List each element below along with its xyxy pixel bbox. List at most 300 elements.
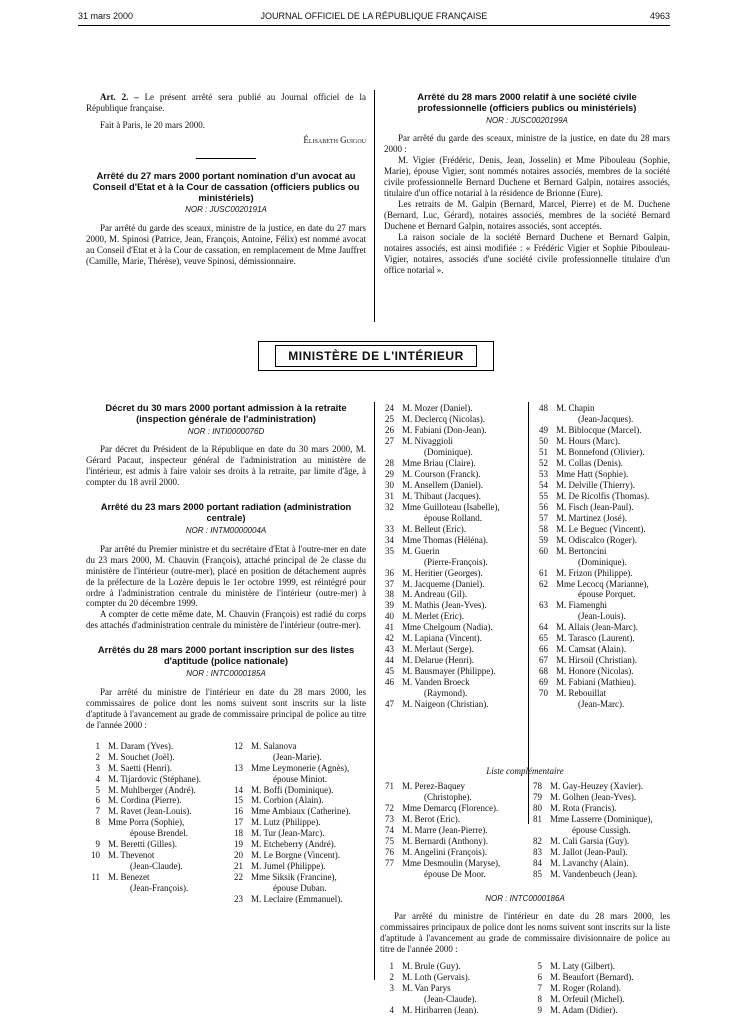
item-name: Mme Chelgoum (Nadia). — [402, 622, 493, 633]
item-name: M. Beaufort (Bernard). — [550, 972, 634, 983]
item-name: M. Thibaut (Jacques). — [402, 490, 481, 501]
list-item — [380, 858, 522, 880]
list-item — [86, 872, 223, 894]
item-name: M. Marre (Jean-Pierre). — [402, 824, 488, 835]
item-number: 50 — [539, 435, 548, 446]
item-number: 82 — [533, 835, 542, 846]
item-number: 67 — [539, 655, 548, 666]
item-name: M. Andreau (Gil). — [402, 589, 467, 600]
item-number: 37 — [385, 578, 394, 589]
list-item — [534, 447, 670, 458]
list-item — [528, 869, 670, 880]
list-item — [528, 847, 670, 858]
list-item — [534, 458, 670, 469]
done-at: Fait à Paris, le 20 mars 2000. — [100, 119, 205, 130]
list-item — [229, 839, 366, 850]
item-name: M. Salanova — [251, 740, 297, 751]
list-item — [528, 781, 670, 792]
item-number: 2 — [389, 972, 394, 983]
item-name: Mme Hatt (Sophie). — [556, 468, 629, 479]
list-item — [534, 469, 670, 480]
paragraph: M. Vigier (Frédéric, Denis, Jean, Josselin) et Mme Pibouleau (Sophie, Marie), épouse Vigier, sont nommés notaires associés, membres de la société civile professionnelle Bernard Duchene et Bernard Galpin, notaires associés, titulaire d'un office notarial à la résidence de Brionne (Eure). — [384, 155, 670, 199]
list-item — [528, 792, 670, 803]
item-name: Mme Lecocq (Marianne), — [556, 578, 649, 589]
header-rule — [78, 25, 670, 26]
item-name: M. Rota (Francis). — [550, 802, 617, 813]
item-name: M. Berot (Eric). — [402, 813, 460, 824]
item-number: 47 — [385, 699, 394, 710]
item-name: Mme Leymonerie (Agnès), — [251, 762, 350, 773]
item-number: 85 — [533, 868, 542, 879]
item-number: 59 — [539, 534, 548, 545]
page-header — [78, 11, 670, 23]
item-number: 33 — [385, 523, 394, 534]
list-item — [528, 994, 670, 1005]
bottom-left-column — [86, 403, 366, 905]
name-list — [528, 961, 670, 1016]
item-name: M. Bausmayer (Philippe). — [402, 666, 496, 677]
item-name: M. Allais (Jean-Marc). — [556, 622, 638, 633]
list-item — [534, 513, 670, 524]
item-name: Mme Thomas (Héléna). — [402, 534, 489, 545]
list-item — [380, 425, 526, 436]
item-number: 14 — [234, 784, 243, 795]
item-number: 55 — [539, 490, 548, 501]
item-name: M. Fabiani (Mathieu). — [556, 677, 636, 688]
list-item — [380, 655, 526, 666]
item-name: M. Corbion (Alain). — [251, 795, 324, 806]
ministry-heading-box — [258, 341, 494, 371]
bottom-middle-column — [380, 403, 526, 710]
item-number: 39 — [385, 600, 394, 611]
item-number: 53 — [539, 468, 548, 479]
item-name: M. Brule (Guy). — [402, 961, 461, 972]
list-item — [534, 491, 670, 502]
item-name: M. Camsat (Alain). — [556, 644, 626, 655]
item-name: M. Loth (Gervais). — [402, 972, 470, 983]
list-item — [380, 666, 526, 677]
list-item — [534, 655, 670, 666]
item-number: 38 — [385, 589, 394, 600]
item-name: M. Hours (Marc). — [556, 435, 620, 446]
list-item — [380, 847, 522, 858]
list-item — [534, 666, 670, 677]
list-item — [229, 741, 366, 763]
list-item — [528, 961, 670, 972]
item-number: 63 — [539, 600, 548, 611]
list-item — [380, 611, 526, 622]
item-name: M. Mozer (Daniel). — [402, 403, 473, 413]
list-item — [380, 458, 526, 469]
list-item — [528, 983, 670, 994]
item-name: M. Souchet (Joël). — [108, 751, 175, 762]
item-number: 4 — [95, 773, 100, 784]
item-name: M. Laty (Gilbert). — [550, 961, 615, 972]
list-item — [86, 774, 223, 785]
paragraph: Par arrêté du ministre de l'intérieur en date du 28 mars 2000, les commissaires principaux de police dont les noms suivent sont inscrits sur la liste d'aptitude à l'avancement au grade de commissaire divisionnaire de police au titre de l'année 2000 : — [380, 911, 670, 955]
list-item — [380, 403, 526, 414]
article-2: Art. 2. – Le présent arrêté sera publié au Journal officiel de la République française. — [86, 92, 366, 113]
list-item — [528, 1005, 670, 1016]
item-name: M. Cordina (Pierre). — [108, 795, 182, 806]
item-continuation: épouse Miniot. — [273, 773, 327, 784]
item-name: M. Adam (Didier). — [550, 1005, 618, 1016]
list-item — [229, 763, 366, 785]
name-list — [380, 961, 522, 1016]
list-item — [380, 825, 522, 836]
item-number: 20 — [234, 850, 243, 861]
list-item — [534, 568, 670, 579]
list-item — [86, 839, 223, 850]
item-number: 22 — [234, 872, 243, 883]
list-item — [534, 688, 670, 710]
item-number: 62 — [539, 578, 548, 589]
item-name: Mme Siksik (Francine), — [251, 872, 337, 883]
item-number: 51 — [539, 446, 548, 457]
item-number: 70 — [539, 688, 548, 699]
list-item — [229, 828, 366, 839]
list-item — [380, 579, 526, 590]
item-name: M. Bernardi (Anthony). — [402, 835, 488, 846]
section-title: Arrêté du 23 mars 2000 portant radiation (administration centrale) — [100, 501, 352, 524]
item-name: Mme Demarcq (Florence). — [402, 802, 499, 813]
name-list — [534, 403, 670, 710]
paragraph: Par arrêté du garde des sceaux, ministre de la justice, en date du 28 mars 2000 : — [384, 133, 670, 155]
item-number: 10 — [91, 850, 100, 861]
item-name: M. Lavanchy (Alain). — [550, 857, 629, 868]
column-divider — [374, 90, 375, 322]
item-name: M. Hirsoil (Christian). — [556, 655, 637, 666]
list-item — [229, 806, 366, 817]
section-title: Arrêté du 28 mars 2000 relatif à une société civile professionnelle (officiers publics ou ministériels) — [417, 91, 637, 113]
list-item — [229, 861, 366, 872]
top-left-column — [86, 92, 366, 267]
item-name: M. Cali Garsia (Guy). — [550, 835, 630, 846]
item-number: 3 — [389, 983, 394, 994]
nor-reference: NOR : INTC0000185A — [186, 669, 266, 678]
nor-reference: NOR : JUSC0020199A — [486, 115, 568, 125]
list-item — [380, 469, 526, 480]
item-number: 16 — [234, 806, 243, 817]
item-name: Mme Briau (Claire). — [402, 457, 476, 468]
item-number: 48 — [539, 403, 548, 413]
list-item — [380, 535, 526, 546]
item-continuation: (Pierre-François). — [424, 556, 488, 567]
item-name: Mme Lasserre (Dominique), — [550, 813, 653, 824]
paragraph: Par arrêté du Premier ministre et du secrétaire d'Etat à l'outre-mer en date du 23 mars 2000, M. Chauvin (François), attaché principal de 2e classe du ministère de l'intérieur (outre-mer), placé en position de détachement auprès de la préfecture de la Lozère depuis le 1er octobre 1999, est réintégré pour ordre à l'administration centrale du ministère de l'intérieur (outre-mer) à compter du 20 décembre 1999. — [86, 543, 366, 609]
item-name: M. Vandenbeuch (Jean). — [550, 868, 638, 879]
name-list — [86, 741, 223, 895]
list-item — [534, 403, 670, 425]
item-name: M. Boffi (Dominique). — [251, 784, 334, 795]
list-item — [534, 677, 670, 688]
list-item — [380, 803, 522, 814]
list-item — [86, 806, 223, 817]
list-item — [534, 480, 670, 491]
item-name: M. Fisch (Jean-Paul). — [556, 501, 634, 512]
item-number: 44 — [385, 655, 394, 666]
item-number: 54 — [539, 479, 548, 490]
list-item — [380, 644, 526, 655]
item-number: 29 — [385, 468, 394, 479]
item-name: M. Rebouillat — [556, 688, 606, 699]
item-name: M. Lutz (Philippe). — [251, 817, 321, 828]
item-name: M. Thevenot — [108, 850, 155, 861]
item-number: 28 — [385, 457, 394, 468]
item-name: Mme Porra (Sophie), — [108, 817, 185, 828]
item-number: 41 — [385, 622, 394, 633]
paragraph: Les retraits de M. Galpin (Bernard, Marcel, Pierre) et de M. Duchene (Bernard, Luc, Gérard), notaires associés, membres de la société Bernard Duchene et Bernard Galpin, notaires associés, sont acceptés. — [384, 199, 670, 232]
item-name: M. Vanden Broeck — [402, 677, 470, 688]
header-date: 31 mars 2000 — [78, 11, 134, 21]
item-number: 13 — [234, 762, 243, 773]
item-name: M. Golhen (Jean-Yves). — [550, 791, 637, 802]
item-name: M. De Ricolfis (Thomas). — [556, 490, 650, 501]
list-item — [380, 589, 526, 600]
item-number: 69 — [539, 677, 548, 688]
list-item — [86, 741, 223, 752]
item-number: 79 — [533, 791, 542, 802]
item-name: M. Collas (Denis). — [556, 457, 623, 468]
item-name: M. Saetti (Henri). — [108, 762, 172, 773]
item-number: 52 — [539, 457, 548, 468]
subheading: Liste complémentaire — [486, 766, 564, 776]
item-name: M. Angelini (François). — [402, 846, 487, 857]
nor-reference: NOR : INTM0000004A — [185, 525, 267, 535]
list-item — [380, 633, 526, 644]
list-item — [380, 677, 526, 699]
item-number: 32 — [385, 501, 394, 512]
item-number: 40 — [385, 611, 394, 622]
item-number: 71 — [385, 780, 394, 791]
list-item — [380, 414, 526, 425]
item-name: M. Odiscalco (Roger). — [556, 534, 637, 545]
list-item — [534, 644, 670, 655]
item-name: M. Biblocque (Marcel). — [556, 424, 642, 435]
item-name: M. Mathis (Jean-Yves). — [402, 600, 487, 611]
item-number: 30 — [385, 479, 394, 490]
header-journal: JOURNAL OFFICIEL DE LA RÉPUBLIQUE FRANÇAISE — [260, 11, 488, 21]
item-name: M. Muhlberger (André). — [108, 784, 196, 795]
paragraph: Par arrêté du ministre de l'intérieur en date du 28 mars 2000, les commissaires de police dont les noms suivent sont inscrits sur la liste d'aptitude à l'avancement au grade de commissaire principal de police au titre de l'année 2000 : — [86, 686, 366, 730]
item-name: M. Gay-Heuzey (Xavier). — [550, 780, 643, 791]
item-name: M. Heritier (Georges). — [402, 567, 483, 578]
list-item — [380, 781, 522, 803]
item-name: Mme Desmoulin (Maryse), — [402, 857, 501, 868]
list-item — [528, 836, 670, 847]
list-item — [86, 817, 223, 839]
item-number: 61 — [539, 567, 548, 578]
item-name: M. Courson (Franck). — [402, 468, 481, 479]
list-item — [380, 436, 526, 458]
item-number: 46 — [385, 677, 394, 688]
section-title: Décret du 30 mars 2000 portant admission à la retraite (inspection générale de l'administration) — [105, 402, 347, 424]
item-number: 2 — [95, 751, 100, 762]
item-name: M. Etcheberry (André). — [251, 839, 336, 850]
list-item — [534, 546, 670, 568]
item-name: M. Van Parys — [402, 983, 451, 994]
nor-reference: NOR : INTI0000076D — [187, 426, 265, 436]
item-number: 17 — [234, 817, 243, 828]
item-continuation: épouse Duban. — [273, 883, 327, 894]
list-item — [534, 600, 670, 622]
item-name: M. Chapin — [556, 403, 595, 413]
item-name: M. Beretti (Gilles). — [108, 839, 177, 850]
item-continuation: (Jean-Claude). — [130, 861, 183, 872]
item-number: 73 — [385, 813, 394, 824]
paragraph: La raison sociale de la société Bernard Duchene et Bernard Galpin, notaires associés, est ainsi modifiée : « Frédéric Vigier et Sophie Pibouleau-Vigier, notaires, associés d'une société civile professionnelle titulaire d'un office notarial ». — [384, 232, 670, 275]
item-continuation: (Jean-Marie). — [273, 751, 322, 762]
nor-reference: NOR : INTC0000186A — [485, 893, 565, 903]
list-item — [380, 1005, 522, 1016]
list-item — [534, 633, 670, 644]
list-item — [534, 436, 670, 447]
item-name: M. Daram (Yves). — [108, 740, 174, 751]
item-continuation: épouse Cussigh. — [572, 824, 631, 835]
item-name: M. Tijardovic (Stéphane). — [108, 773, 201, 784]
list-item — [534, 425, 670, 436]
item-name: M. Orfeuil (Michel). — [550, 994, 625, 1005]
name-list — [380, 781, 522, 880]
item-number: 78 — [533, 780, 542, 791]
item-continuation: (Jean-Jacques). — [578, 413, 634, 424]
list-item — [86, 850, 223, 872]
item-name: M. Jumel (Philippe). — [251, 861, 326, 872]
item-number: 11 — [91, 872, 100, 883]
list-item — [528, 814, 670, 836]
list-item — [380, 546, 526, 568]
item-number: 24 — [385, 403, 394, 413]
name-list-columns — [380, 961, 670, 1016]
item-number: 1 — [389, 961, 394, 972]
list-item — [534, 622, 670, 633]
list-item — [534, 524, 670, 535]
item-name: M. Lapiana (Vincent). — [402, 633, 482, 644]
item-number: 80 — [533, 802, 542, 813]
item-name: M. Martinez (José). — [556, 512, 627, 523]
item-number: 35 — [385, 545, 394, 556]
item-number: 8 — [537, 994, 542, 1005]
item-name: M. Jallot (Jean-Paul). — [550, 846, 628, 857]
item-name: M. Perez-Baquey — [402, 780, 465, 791]
item-name: Mme Guilloteau (Isabelle), — [402, 501, 500, 512]
item-number: 64 — [539, 622, 548, 633]
list-item — [528, 803, 670, 814]
item-name: M. Hiribarren (Jean). — [402, 1005, 479, 1016]
paragraph: Par arrêté du garde des sceaux, ministre de la justice, en date du 27 mars 2000, M. Spinosi (Patrice, Jean, François, Antoine, Félix) est nommé avocat au Conseil d'Etat et à la Cour de cassation, en remplacement de Mme Jauffret (Camille, Marie, Thérèse), veuve Spinosi, démissionnaire. — [86, 223, 366, 266]
item-number: 23 — [234, 894, 243, 905]
item-number: 18 — [234, 828, 243, 839]
list-item — [86, 763, 223, 774]
item-number: 5 — [537, 961, 542, 972]
item-continuation: (Raymond). — [424, 688, 468, 699]
list-item — [86, 795, 223, 806]
item-continuation: (Dominique). — [578, 556, 627, 567]
item-number: 42 — [385, 633, 394, 644]
item-continuation: (Dominique). — [424, 446, 473, 457]
item-name: M. Guerin — [402, 545, 440, 556]
item-number: 60 — [539, 545, 548, 556]
item-number: 36 — [385, 567, 394, 578]
list-item — [534, 502, 670, 513]
list-item — [380, 480, 526, 491]
column-divider — [374, 402, 375, 980]
item-number: 27 — [385, 435, 394, 446]
list-item — [528, 858, 670, 869]
list-item — [380, 568, 526, 579]
item-continuation: épouse Brendel. — [130, 828, 188, 839]
item-name: M. Frizon (Philippe). — [556, 567, 633, 578]
item-continuation: épouse Porquet. — [578, 589, 636, 600]
item-name: M. Le Borgne (Vincent). — [251, 850, 341, 861]
item-number: 9 — [537, 1005, 542, 1016]
item-number: 84 — [533, 857, 542, 868]
item-name: M. Naigeon (Christian). — [402, 699, 489, 710]
item-number: 45 — [385, 666, 394, 677]
column-divider — [528, 402, 529, 824]
paragraph: Par décret du Président de la République en date du 30 mars 2000, M. Gérard Pacaut, inspecteur général de l'administration au ministère de l'intérieur, est admis à faire valoir ses droits à la retraite, par limite d'âge, à compter du 18 avril 2000. — [86, 444, 366, 488]
item-number: 83 — [533, 846, 542, 857]
list-item — [86, 785, 223, 796]
item-name: M. Fiamenghi — [556, 600, 607, 611]
list-item — [380, 600, 526, 611]
list-item — [229, 872, 366, 894]
list-item — [380, 961, 522, 972]
item-name: M. Merlet (Eric). — [402, 611, 464, 622]
list-item — [380, 972, 522, 983]
item-number: 74 — [385, 824, 394, 835]
ministry-heading: MINISTÈRE DE L'INTÉRIEUR — [275, 345, 477, 368]
item-name: M. Bertoncini — [556, 545, 607, 556]
list-item — [86, 752, 223, 763]
bottom-right-column — [534, 403, 670, 710]
item-number: 3 — [95, 762, 100, 773]
item-number: 8 — [95, 817, 100, 828]
item-name: M. Leclaire (Emmanuel). — [251, 894, 343, 905]
item-name: M. Jacqueme (Daniel). — [402, 578, 485, 589]
list-item — [380, 836, 522, 847]
item-number: 15 — [234, 795, 243, 806]
list-item — [534, 535, 670, 546]
list-item — [380, 983, 522, 1005]
item-number: 4 — [389, 1005, 394, 1016]
item-number: 43 — [385, 644, 394, 655]
list-item — [229, 795, 366, 806]
item-name: M. Le Beguec (Vincent). — [556, 523, 646, 534]
item-name: M. Declercq (Nicolas). — [402, 413, 485, 424]
item-number: 31 — [385, 490, 394, 501]
item-name: M. Tur (Jean-Marc). — [251, 828, 325, 839]
item-name: Mme Ambiaux (Catherine). — [251, 806, 351, 817]
list-item — [380, 491, 526, 502]
section-title: Arrêté du 27 mars 2000 portant nomination d'un avocat au Conseil d'Etat et à la Cour de cassation (officiers publics ou ministériels) — [92, 169, 360, 203]
item-name: M. Belleut (Eric). — [402, 523, 466, 534]
item-number: 5 — [95, 784, 100, 795]
item-number: 66 — [539, 644, 548, 655]
item-number: 7 — [95, 806, 100, 817]
name-list — [528, 781, 670, 880]
item-name: M. Merlaut (Serge). — [402, 644, 474, 655]
list-item — [229, 850, 366, 861]
item-continuation: épouse Rolland. — [424, 512, 482, 523]
item-number: 6 — [95, 795, 100, 806]
item-continuation: épouse De Moor. — [424, 868, 486, 879]
paragraph: A compter de cette même date, M. Chauvin (François) est radié du corps des attachés d'administration centrale du ministère de l'intérieur (outre-mer). — [86, 609, 366, 631]
item-number: 1 — [95, 740, 100, 751]
name-list — [229, 741, 366, 906]
separator — [196, 158, 256, 159]
list-item — [380, 699, 526, 710]
